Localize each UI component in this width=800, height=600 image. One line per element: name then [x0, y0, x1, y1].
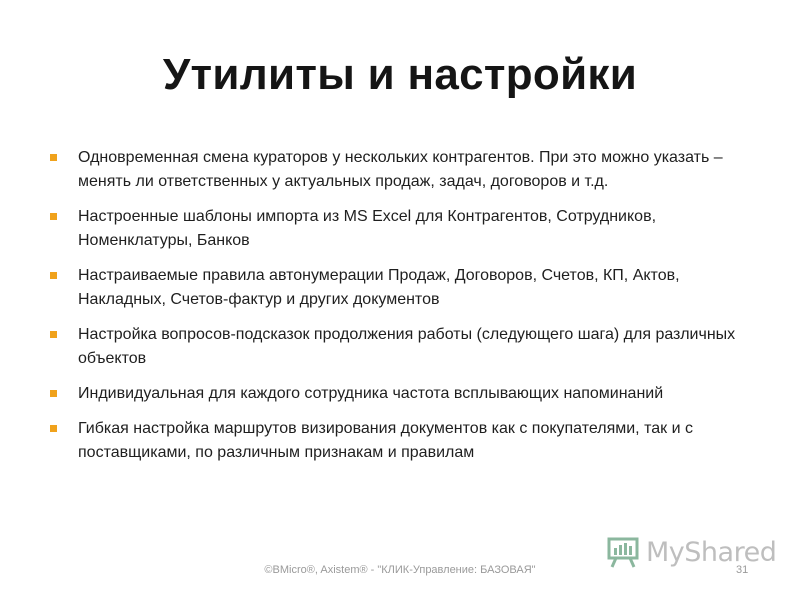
- slide-title: Утилиты и настройки: [162, 50, 638, 99]
- bullet-square-icon: [50, 331, 57, 338]
- bullet-text: Одновременная смена кураторов у нескольких контрагентов. При это можно указать – менять ли ответственных у актуальных продаж, задач, договоров и т.д.: [78, 149, 723, 190]
- bullet-item: [48, 382, 764, 406]
- bullet-text: Настраиваемые правила автонумерации Продаж, Договоров, Счетов, КП, Актов, Накладных, Счетов-фактур и других документов: [78, 267, 680, 308]
- bullet-text: Настройка вопросов-подсказок продолжения работы (следующего шага) для различных объектов: [78, 326, 736, 367]
- bullet-item: [48, 205, 764, 253]
- bullet-square-icon: [50, 425, 57, 432]
- watermark-text: MyShared: [646, 536, 777, 568]
- bullet-square-icon: [50, 390, 57, 397]
- bullet-list: [48, 146, 764, 476]
- bullet-text: Индивидуальная для каждого сотрудника частота всплывающих напоминаний: [78, 385, 664, 402]
- bullet-square-icon: [50, 154, 57, 161]
- bullet-item: [48, 146, 764, 194]
- bullet-square-icon: [50, 213, 57, 220]
- bullet-text: Настроенные шаблоны импорта из MS Excel для Контрагентов, Сотрудников, Номенклатуры, Банков: [78, 208, 657, 249]
- bullet-item: [48, 323, 764, 371]
- footer-copyright: ©BMicro®, Axistem® - "КЛИК-Управление: БАЗОВАЯ": [264, 564, 536, 576]
- page-number: 31: [736, 564, 749, 576]
- bullet-square-icon: [50, 272, 57, 279]
- bullet-item: [48, 417, 764, 465]
- bullet-text: Гибкая настройка маршрутов визирования документов как с покупателями, так и с поставщиками, по различным признакам и правилам: [78, 420, 693, 461]
- bullet-item: [48, 264, 764, 312]
